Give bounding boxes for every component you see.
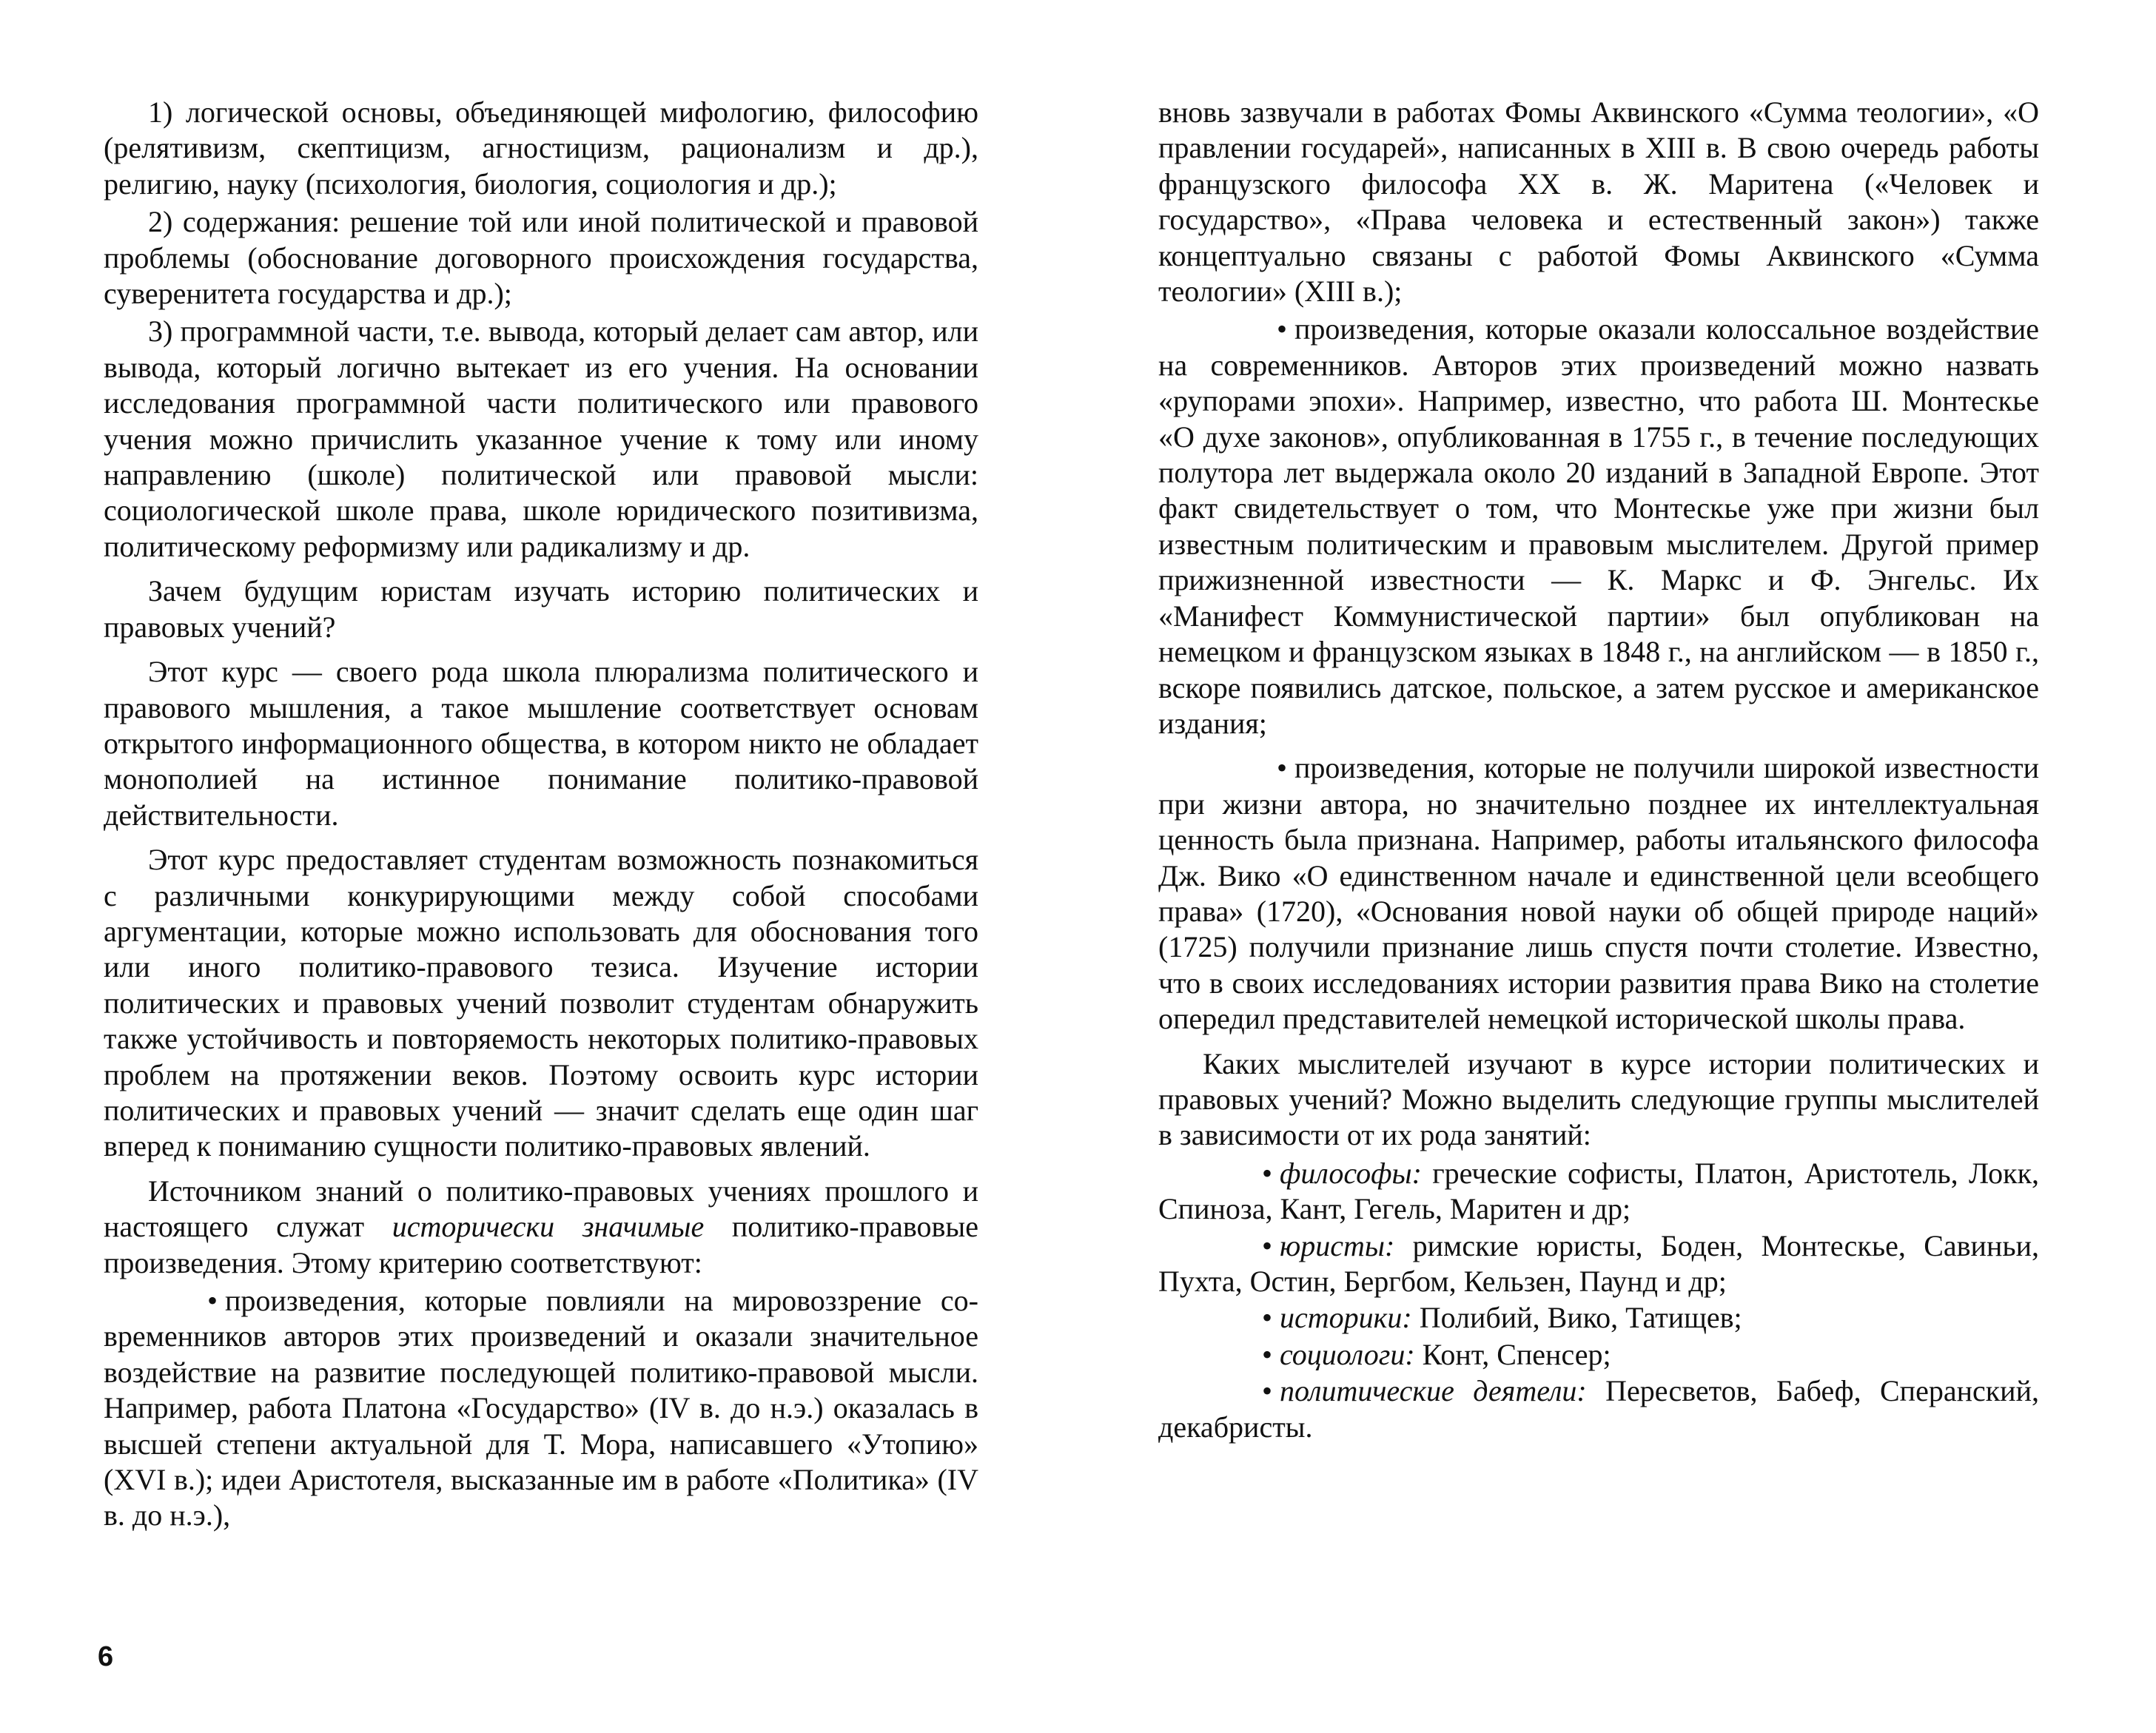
category-names: Конт, Спенсер; (1414, 1337, 1611, 1371)
category-label: историки: (1280, 1301, 1412, 1335)
sources-intro-emphasis: исторически значимые (392, 1210, 705, 1244)
bullet-icon: • (207, 1284, 218, 1317)
paragraph-program-part: 3) программной части, т.е. вывода, который делает сам автор, или вывода, который логично вытекает из его учения. На основании исследования программной части политического или правового учения можно причислить указанное учение к тому или иному направлению (школе) политической или правовой мысли: социологической школе права, школе юридического позитивизма, политическому реформизму или радикализму и др. (104, 314, 978, 563)
category-label: юристы: (1280, 1228, 1395, 1262)
category-label: философы: (1280, 1156, 1422, 1190)
paragraph-pluralism: Этот курс — своего рода школа плюрализма политического и правового мышления, а такое мышление соответствует основам открытого информационного общества, в котором никто не обладает монополией на истинное понимание политико-правовой действительности. (104, 655, 978, 832)
bullet-item-text: произведения, которые оказали колоссальное воздействие на современников. Авторов этих произведений можно назвать «рупорами эпохи». Например, известно, что работа Ш. Монтескье «О духе законов», опубликованная в 1755 г., в течение последующих полутора лет выдержала около 20 изданий в Западной Европе. Этот факт свидетельствует о том, что Монтескье уже при жизни был известным политическим и правовым мыслителем. Другой пример прижизненной известности — К. Маркс и Ф. Энгельс. Их «Манифест Коммунистической партии» был опубликован на немецком и французском языках в 1848 г., на английском — в 1850 г., вскоре появились датское, польское, а затем русское и американское издания; (1158, 312, 2039, 740)
paragraph-continuation: вновь зазвучали в работах Фомы Аквинского «Сумма теологии», «О правлении государей», написанных в XIII в. В свою очередь работы французского философа XX в. Ж. Маритена («Человек и государство», «Права человека и естественный закон») также концептуально связаны с работой Фомы Аквинского «Сумма теологии» (XIII в.); (1158, 95, 2039, 309)
bullet-item-late-recognition (1158, 750, 2039, 1037)
bullet-icon: • (1262, 1374, 1273, 1408)
category-label: политические деятели: (1280, 1374, 1587, 1408)
left-page-text (104, 95, 978, 1536)
right-page-text (1158, 95, 2039, 1446)
category-jurists (1158, 1228, 2039, 1300)
category-politicians (1158, 1373, 2039, 1445)
page-number: 6 (98, 1641, 114, 1672)
paragraph-content: 2) содержания: решение той или иной политической и правовой проблемы (обоснование договорного происхождения государства, суверенитета государства и др.); (104, 205, 978, 311)
bullet-item-text: произведения, которые повлияли на мировоззрение современников авторов этих произведений и оказали значительное воздействие на развитие последующей политико-правовой мысли. Например, работа Платона «Государство» (IV в. до н.э.) оказалась в высшей степени актуальной для Т. Мора, написавшего «Утопию» (XVI в.); идеи Аристотеля, высказанные им в работе «Политика» (IV в. до н.э.), (104, 1284, 978, 1532)
bullet-icon: • (1277, 751, 1288, 785)
bullet-icon: • (1277, 312, 1288, 346)
bullet-item-influence (104, 1283, 978, 1534)
category-names: Пересветов, Бабеф, Сперанский, декабристы. (1158, 1374, 2039, 1444)
category-label: социологи: (1280, 1337, 1415, 1371)
bullet-icon: • (1262, 1301, 1273, 1335)
bullet-icon: • (1262, 1156, 1273, 1190)
bullet-icon: • (1262, 1228, 1273, 1262)
paragraph-thinkers-intro: Каких мыслителей изучают в курсе истории политических и правовых учений? Можно выделить следующие группы мыслителей в зависимости от их рода занятий: (1158, 1046, 2039, 1152)
category-names: римские юристы, Боден, Монтескье, Савиньи, Пухта, Остин, Бергбом, Кельзен, Паунд и др; (1158, 1228, 2039, 1298)
paragraph-question-why: Зачем будущим юристам изучать историю политических и правовых учений? (104, 574, 978, 644)
sources-intro-before: Источником знаний о политико-правовых учениях прошлого и настоящего служат (104, 1174, 978, 1244)
category-sociologists (1158, 1337, 2039, 1373)
bullet-item-impact (1158, 312, 2039, 741)
category-historians (1158, 1300, 2039, 1336)
paragraph-logical-basis: 1) логической основы, объединяющей мифологию, философию (релятивизм, скептицизм, агностицизм, рационализм и др.), религию, науку (психология, биология, социология и др.); (104, 95, 978, 201)
category-names: Полибий, Вико, Татищев; (1411, 1301, 1742, 1335)
bullet-item-text: произведения, которые не получили широкой известности при жизни автора, но значительно позднее их интеллектуальная ценность была признана. Например, работы итальянского философа Дж. Вико «О единственном начале и единственной цели всеобщего права» (1720), «Основания новой науки об общей природе наций» (1725) получили признание лишь спустя почти столетие. Известно, что в своих исследованиях истории развития права Вико на столетие опередил представителей немецкой исторической школы права. (1158, 751, 2039, 1036)
sources-intro-after: политико-правовые произведения. Этому критерию соответствуют: (104, 1210, 978, 1279)
paragraph-argumentation: Этот курс предоставляет студентам возможность познакомиться с различными конкурирующими между собой способами аргументации, которые можно использовать для обоснования того или иного политико-правового тезиса. Изучение истории политических и правовых учений позволит студентам обнаружить также устойчивость и повторяемость некоторых политико-правовых проблем на протяжении веков. Поэтому освоить курс истории политических и правовых учений — значит сделать еще один шаг вперед к пониманию сущности политико-правовых явлений. (104, 843, 978, 1163)
category-philosophers (1158, 1156, 2039, 1228)
paragraph-sources-intro (104, 1174, 978, 1281)
category-names: греческие софисты, Платон, Аристотель, Локк, Спиноза, Кант, Гегель, Маритен и др; (1158, 1156, 2039, 1226)
bullet-icon: • (1262, 1337, 1273, 1371)
